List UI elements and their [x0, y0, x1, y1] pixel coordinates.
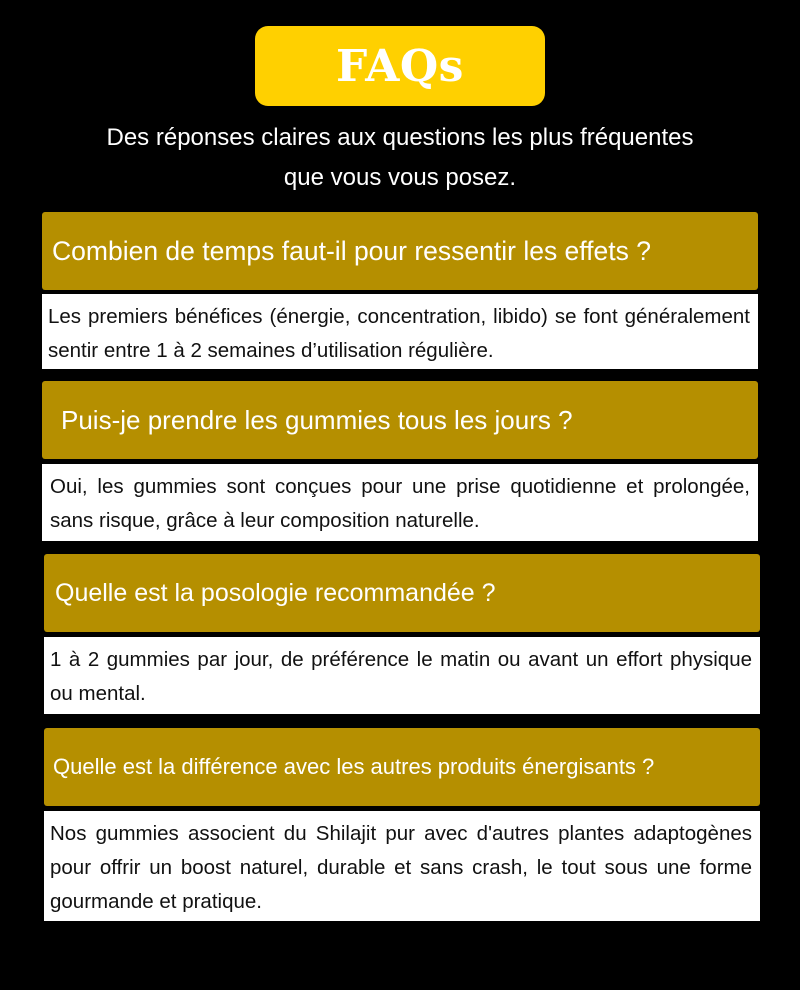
- faq-answer-1-text: Les premiers bénéfices (énergie, concentration, libido) se font généralement sentir entre 1 à 2 semaines d’utilisation régulière.: [48, 305, 750, 362]
- faq-answer-3-text: 1 à 2 gummies par jour, de préférence le matin ou avant un effort physique ou mental.: [50, 648, 752, 705]
- faq-question-1[interactable]: [42, 212, 758, 290]
- faq-question-1-text: Combien de temps faut-il pour ressentir les effets ?: [52, 235, 651, 266]
- faq-answer-4-text: Nos gummies associent du Shilajit pur avec d'autres plantes adaptogènes pour offrir un boost naturel, durable et sans crash, le tout sous une forme gourmande et pratique.: [50, 822, 752, 913]
- faq-question-4-text: Quelle est la différence avec les autres produits énergisants ?: [53, 754, 655, 779]
- faq-question-2-text: Puis-je prendre les gummies tous les jours ?: [61, 404, 573, 435]
- faq-question-3[interactable]: [44, 554, 760, 632]
- faq-question-2[interactable]: [42, 381, 758, 459]
- page-subtitle: [40, 118, 760, 198]
- faq-answer-3: [44, 637, 760, 714]
- faq-answer-4: [44, 811, 760, 921]
- faq-answer-2: [42, 464, 758, 541]
- faq-answer-2-text: Oui, les gummies sont conçues pour une prise quotidienne et prolongée, sans risque, grâce à leur composition naturelle.: [50, 475, 750, 532]
- subtitle-line-2: que vous vous posez.: [283, 164, 517, 191]
- faq-question-4[interactable]: [44, 728, 760, 806]
- subtitle-line-1: Des réponses claires aux questions les plus fréquentes: [106, 124, 694, 151]
- page-title: FAQs: [336, 40, 464, 92]
- faq-question-3-text: Quelle est la posologie recommandée ?: [55, 578, 496, 607]
- faq-title-badge: [255, 26, 545, 106]
- faq-answer-1: [42, 294, 758, 369]
